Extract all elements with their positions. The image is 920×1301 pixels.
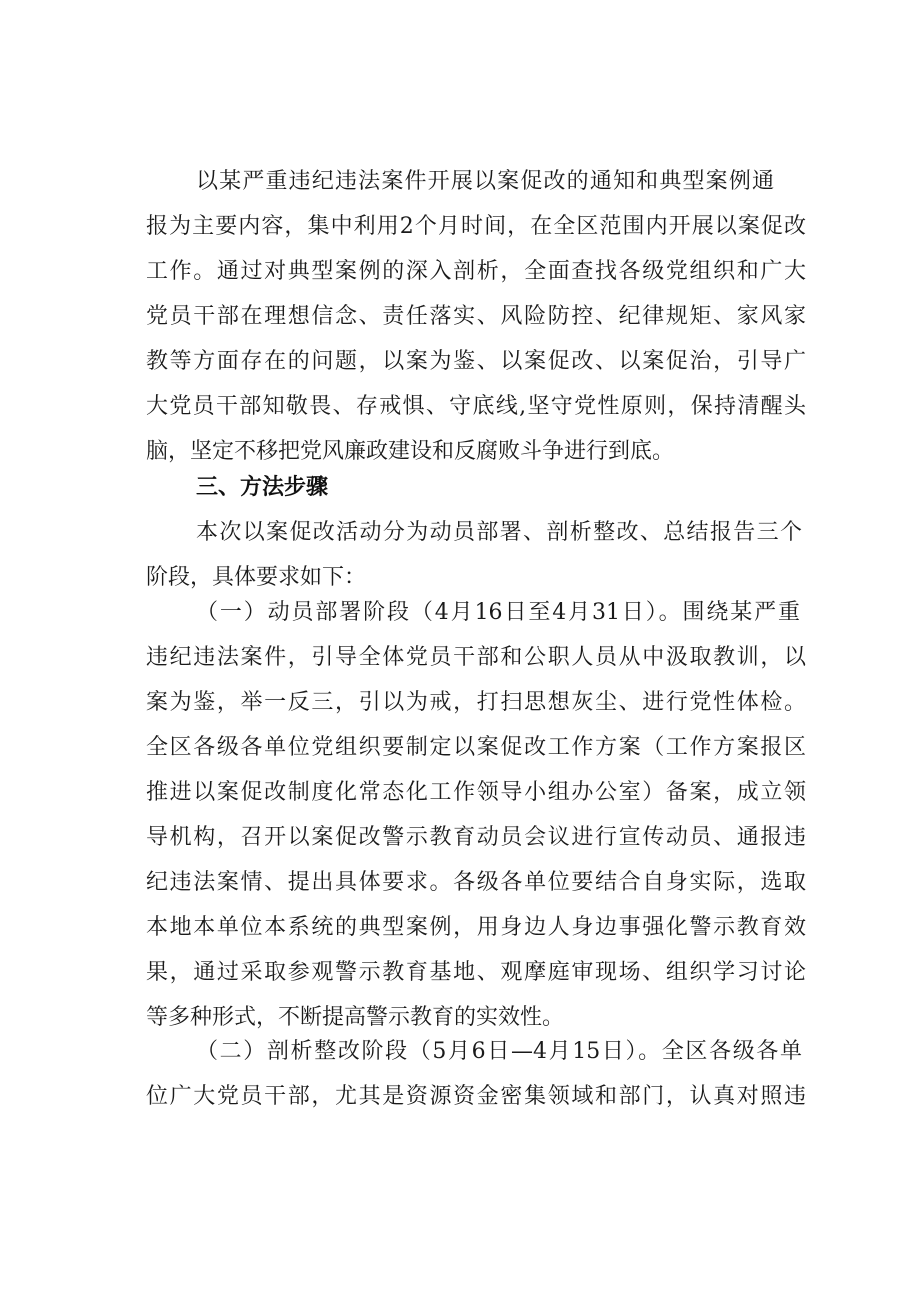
para3-line-7: 纪违法案情、提出具体要求。各级各单位要结合自身实际，选取 [146,870,806,895]
para3-line-2: 违纪违法案件，引导全体党员干部和公职人员从中汲取教训，以 [146,645,806,670]
para3-line-6: 导机构，召开以案促改警示教育动员会议进行宣传动员、通报违 [146,825,806,850]
para1-line-5: 教等方面存在的问题，以案为鉴、以案促改、以案促治，引导广 [146,349,806,374]
para1-line-3: 工作。通过对典型案例的深入剖析，全面查找各级党组织和广大 [146,259,806,284]
section-heading-3: 三、方法步骤 [196,475,329,500]
para2-line-2: 阶段，具体要求如下： [146,565,367,590]
para3-line-4: 全区各级各单位党组织要制定以案促改工作方案（工作方案报区 [146,735,806,760]
para2-line-1: 本次以案促改活动分为动员部署、剖析整改、总结报告三个 [196,520,802,545]
para3-line-9: 果，通过采取参观警示教育基地、观摩庭审现场、组织学习讨论 [146,960,806,985]
para4-line-1: （二）剖析整改阶段（5月6日—4月15日）。全区各级各单 [196,1039,802,1064]
para1-line-6: 大党员干部知敬畏、存戒惧、守底线,坚守党性原则，保持清醒头 [146,394,806,419]
para1-line-4: 党员干部在理想信念、责任落实、风险防控、纪律规矩、家风家 [146,304,806,329]
para4-line-2: 位广大党员干部，尤其是资源资金密集领域和部门，认真对照违 [146,1084,806,1109]
para1-line-2: 报为主要内容，集中利用2个月时间，在全区范围内开展以案促改 [146,214,806,239]
para3-line-1: （一）动员部署阶段（4月16日至4月31日）。围绕某严重 [196,600,800,625]
para3-line-8: 本地本单位本系统的典型案例，用身边人身边事强化警示教育效 [146,915,806,940]
para3-line-5: 推进以案促改制度化常态化工作领导小组办公室）备案，成立领 [146,780,806,805]
para3-line-10: 等多种形式，不断提高警示教育的实效性。 [146,1005,565,1030]
para1-line-7: 脑，坚定不移把党风廉政建设和反腐败斗争进行到底。 [146,439,675,464]
para3-line-3: 案为鉴，举一反三，引以为戒，打扫思想灰尘、进行党性体检。 [146,690,806,715]
para1-line-1: 以某严重违纪违法案件开展以案促改的通知和典型案例通 [196,169,774,194]
